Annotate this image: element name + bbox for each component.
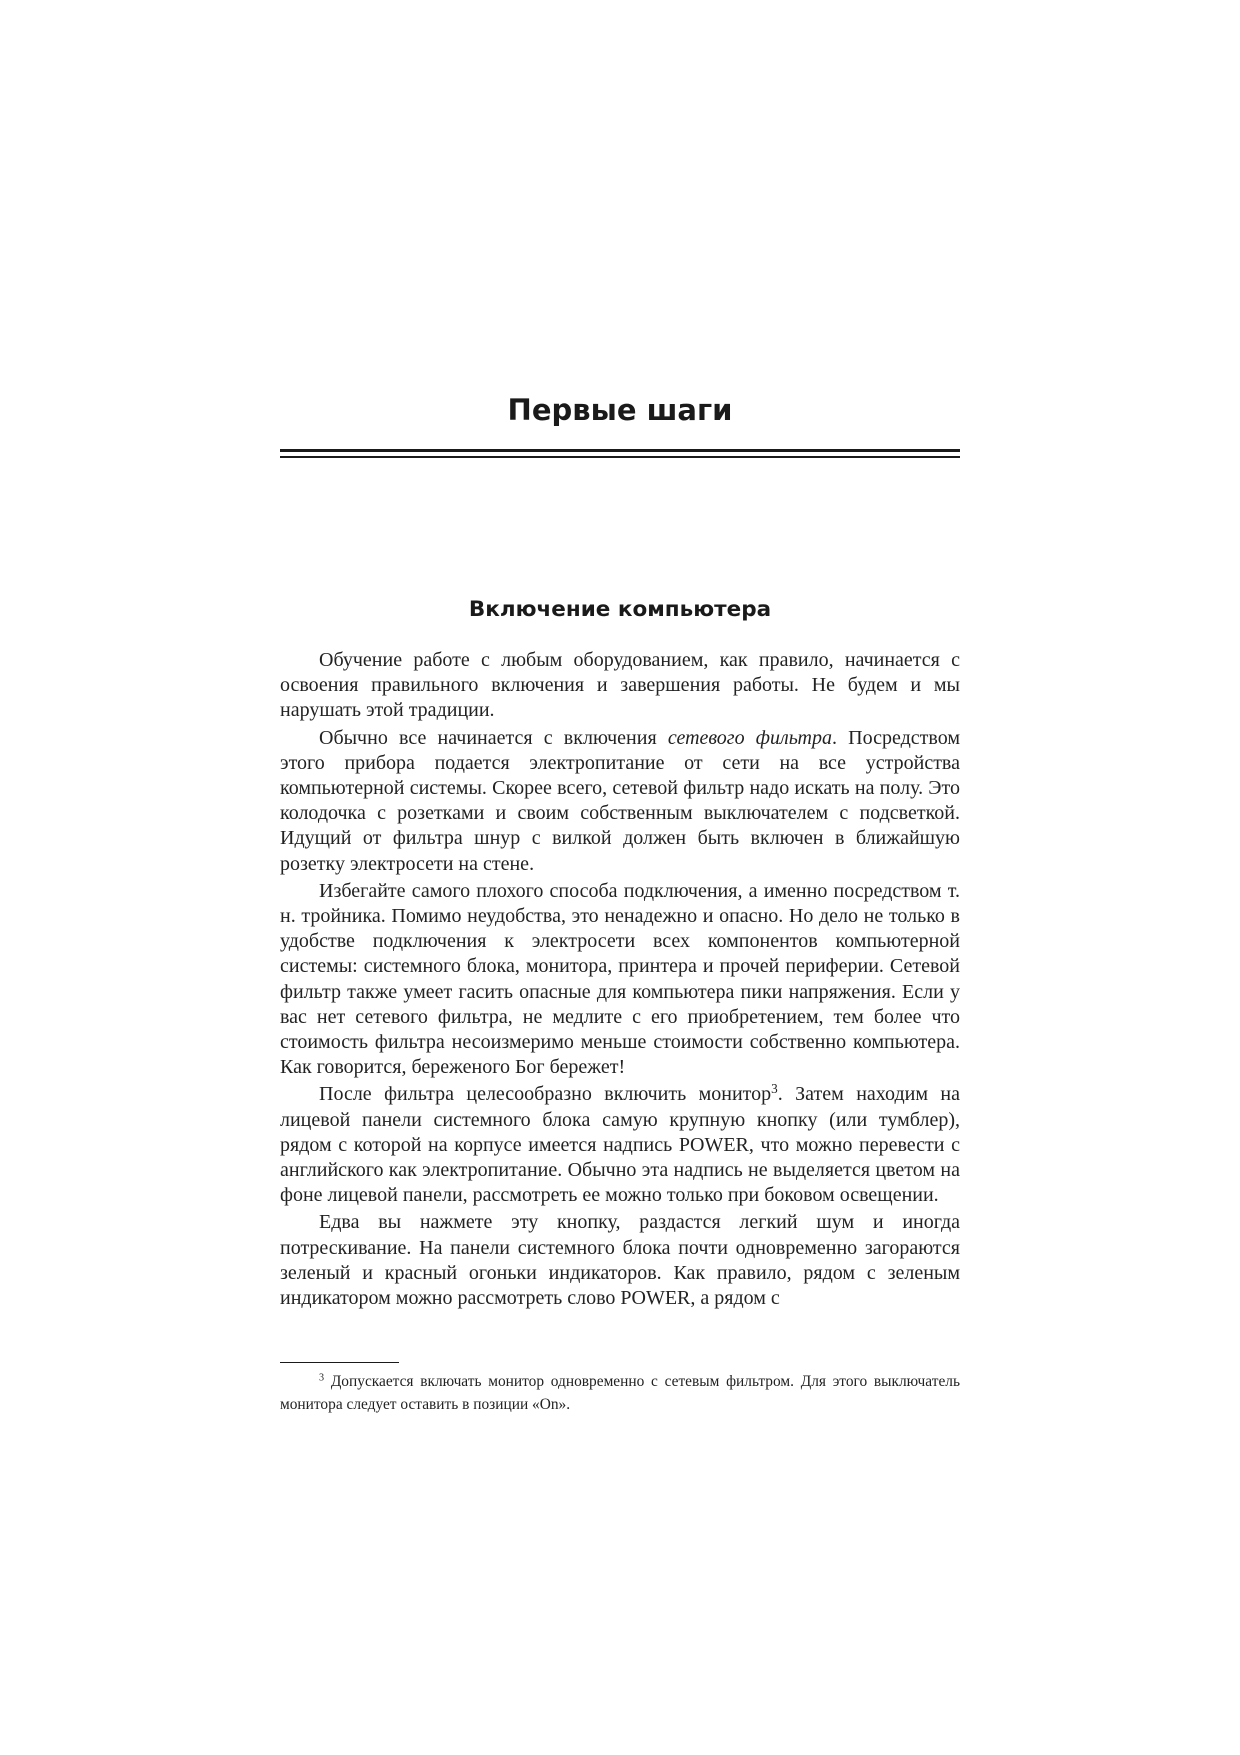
paragraph-4 bbox=[280, 1082, 960, 1208]
footnote-reference: 3 bbox=[771, 1081, 778, 1097]
footnote-separator bbox=[280, 1362, 399, 1363]
emphasized-term: сетевого фильтра bbox=[667, 726, 832, 749]
paragraph-4-start: После фильтра целесообразно включить монитор bbox=[319, 1083, 772, 1106]
paragraph-5: Едва вы нажмете эту кнопку, раздастся легкий шум и иногда потрескивание. На панели системного блока почти одновременно загораются зеленый и красный огоньки индикаторов. Как правило, рядом с зеленым индикатором можно рассмотреть слово POWER, а рядом с bbox=[280, 1211, 960, 1310]
chapter-title: Первые шаги bbox=[507, 393, 733, 427]
paragraph-1: Обучение работе с любым оборудованием, как правило, начинается с освоения правильного включения и завершения работы. Не будем и мы нарушать этой традиции. bbox=[280, 649, 960, 722]
paragraph-2-end: . Посредством этого прибора подается электропитание от сети на все устройства компьютерной системы. Скорее всего, сетевой фильтр надо искать на полу. Это колодочка с розетками и своим собственным выключателем с подсветкой. Идущий от фильтра шнур с вилкой должен быть включен в ближайшую розетку электросети на стене. bbox=[280, 726, 960, 875]
footnote bbox=[280, 1370, 960, 1416]
chapter-title-rule-thick bbox=[280, 449, 960, 452]
footnote-number: 3 bbox=[319, 1372, 325, 1384]
paragraph-2-start: Обычно все начинается с включения bbox=[319, 726, 668, 749]
section-title: Включение компьютера bbox=[468, 597, 772, 622]
chapter-title-rule-thin bbox=[280, 456, 960, 458]
paragraph-3: Избегайте самого плохого способа подключения, а именно посредством т. н. тройника. Помимо неудобства, это ненадежно и опасно. Но дело не только в удобстве подключения к электросети всех компонентов компьютерной системы: системного блока, монитора, принтера и прочей периферии. Сетевой фильтр также умеет гасить опасные для компьютера пики напряжения. Если у вас нет сетевого фильтра, не медлите с его приобретением, тем более что стоимость фильтра несоизмеримо меньше стоимости собственно компьютера. Как говорится, береженого Бог бережет! bbox=[280, 879, 960, 1079]
paragraph-4-end: . Затем находим на лицевой панели системного блока самую крупную кнопку (или тумблер), рядом с которой на корпусе имеется надпись POWER, что можно перевести с английского как электропитание. Обычно эта надпись не выделяется цветом на фоне лицевой панели, рассмотреть ее можно только при боковом освещении. bbox=[280, 1083, 960, 1207]
footnote-text: Допускается включать монитор одновременно с сетевым фильтром. Для этого выключатель монитора следует оставить в позиции «On». bbox=[280, 1373, 960, 1413]
body-text bbox=[280, 648, 960, 1313]
paragraph-2 bbox=[280, 726, 960, 877]
